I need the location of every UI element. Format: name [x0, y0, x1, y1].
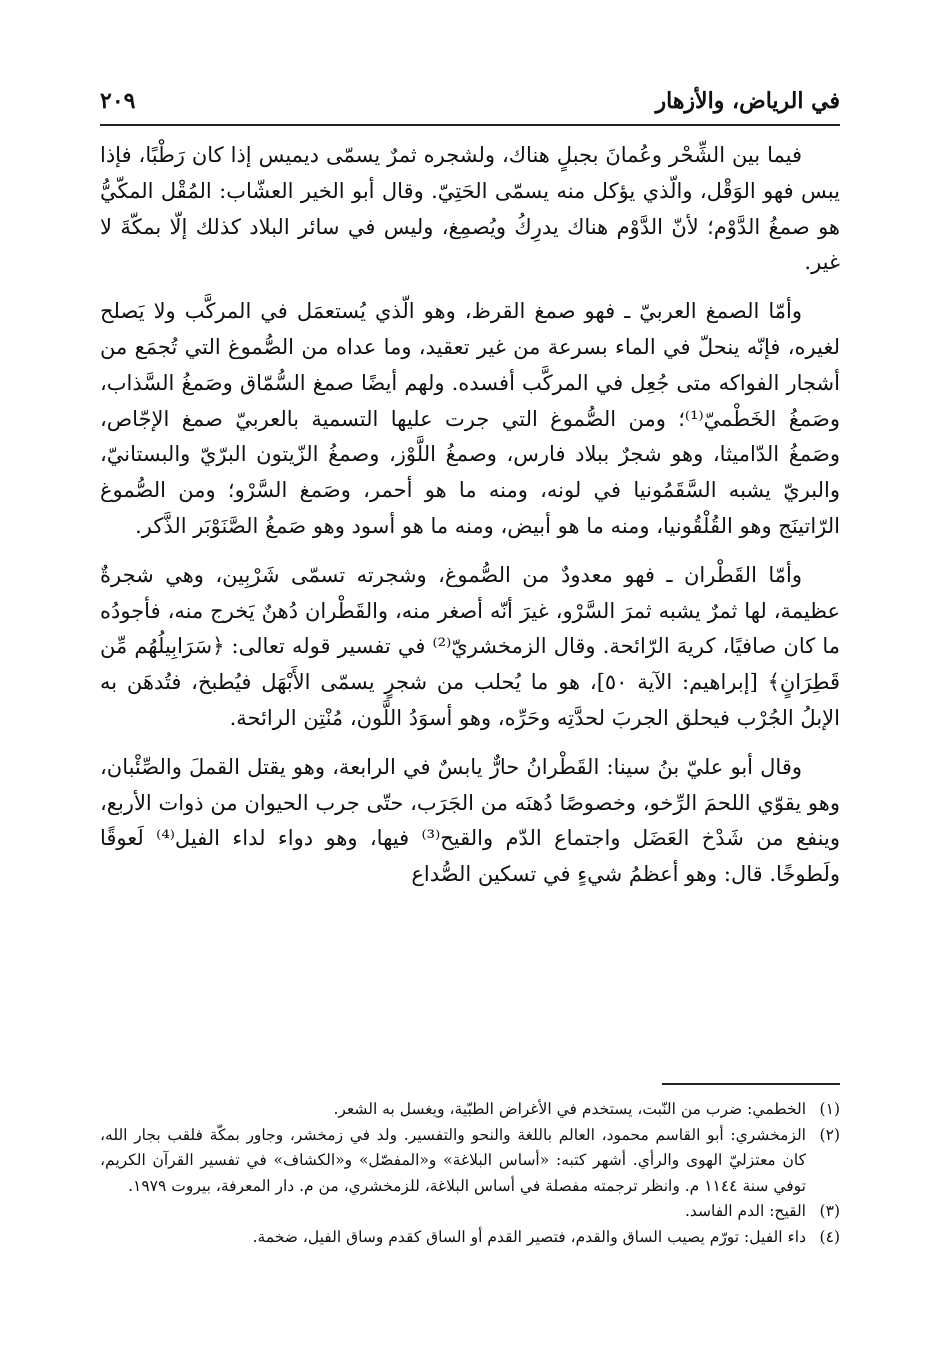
footnote-text: داء الفيل: تورّم يصيب الساق والقدم، فتصير القدم أو الساق كقدم وساق الفيل، ضخمة.	[252, 1227, 806, 1246]
footnote-number: (٢)	[819, 1125, 840, 1144]
footnote	[100, 1123, 840, 1200]
footnote-text: الخطمي: ضرب من النّبت، يستخدم في الأغراض الطبّية، ويغسل به الشعر.	[333, 1100, 806, 1118]
running-header	[100, 82, 840, 126]
footnote-separator	[662, 1083, 840, 1085]
footnote-number: (١)	[819, 1100, 840, 1118]
footnote-text: القيح: الدم الفاسد.	[684, 1202, 806, 1221]
paragraph: وأمّا الصمغ العربيّ ـ فهو صمغ القرظ، وهو الّذي يُستعمَل في المركَّب ولا يَصلح لغيره، فإنّه ينحلّ في الماء بسرعة من غير تعقيد، وما عداه من الصُّموغ التي تُجمَع من أشجار الفواكه متى جُعِل في المركَّب أفسده. ولهم أيضًا صمغ السُّمّاق وصَمغُ السَّذاب، وصَمغُ الخَطْميّ⁽¹⁾؛ ومن الصُّموغ التي جرت عليها التسمية بالعربيّ صمغ الإجّاص، وصَمغُ الدّاميثا، وهو شجرٌ ببلاد فارس، وصمغُ اللَّوْز، وصمغُ الزّيتون البرّيّ والبستانيّ، والبريّ يشبه السَّقَمُونيا في لونه، ومنه ما هو أحمر، وصَمغ السَّرْو؛ ومن الصُّموغ الرّاتينَج وهو القُلْقُونيا، ومنه ما هو أبيض، ومنه ما هو أسود وهو صَمغُ الصَّنَوْبَر الذَّكر.	[100, 299, 840, 538]
footnote-text: الزمخشري: أبو القاسم محمود، العالم باللغة والنحو والتفسير. ولد في زمخشر، وجاور بمكّة فلقب بجار الله، كان معتزليّ الهوى والرأي. أشهر كتبه: «أساس البلاغة» و«المفصّل» و«الكشاف» في تفسير القرآن الكريم، توفي سنة ١١٤٤ م. وانظر ترجمته مفصلة في أساس البلاغة، للزمخشري، من م. دار المعرفة، بيروت ١٩٧٩.	[100, 1125, 806, 1195]
footnote	[100, 1225, 840, 1251]
page-number: ٢٠٩	[100, 88, 136, 114]
paragraph: وأمّا القَطْران ـ فهو معدودٌ من الصُّموغ، وشجرته تسمّى شَرْبِين، وهي شجرةٌ عظيمة، لها ثمرٌ يشبه ثمرَ السَّرْو، غيرَ أنّه أصغر منه، والقَطْران دُهنٌ يَخرج منه، فأجودُه ما كان صافيًا، كريهَ الرّائحة. وقال الزمخشريّ⁽²⁾ في تفسير قوله تعالى: ﴿سَرَابِيلُهُم مِّن قَطِرَانٍ﴾ [إبراهيم: الآية ٥٠]، هو ما يُحلب من شجرٍ يسمّى الأَبْهَل فيُطبخ، فتُدهَن به الإبلُ الجُرْب فيحلق الجربَ لحدَّتِه وحَرِّه، وهو أسوَدُ اللَّون، مُنْتِن الرائحة.	[100, 562, 840, 730]
paragraph: وقال أبو عليّ بنُ سينا: القَطْرانُ حارٌّ يابسٌ في الرابعة، وهو يقتل القملَ والصِّئْبان، وهو يقوّي اللحمَ الرِّخو، وخصوصًا دُهنَه من الجَرَب، حتّى جرب الحيوان من ذوات الأربع، وينفع من شَدْخ العَضَل واجتماع الدّم والقيح⁽³⁾ فيها، وهو دواء لداء الفيل⁽⁴⁾ لَعوقًا ولَطوخًا. قال: وهو أعظمُ شيءٍ في تسكين الصُّداع	[100, 754, 840, 887]
running-title: في الرياض، والأزهار	[655, 88, 840, 114]
footnote-number: (٤)	[819, 1227, 840, 1246]
footnote	[100, 1199, 840, 1225]
paragraph: فيما بين الشِّحْر وعُمانَ بجبلٍ هناك، ولشجره ثمرٌ يسمّى ديميس إذا كان رَطْبًا، فإذا يبس فهو الوَقْل، والّذي يؤكل منه يسمّى الحَتِيّ. وقال أبو الخير العشّاب: المُقْل المكّيُّ هو صمغُ الدَّوْم؛ لأنّ الدَّوْم هناك يدرِكُ ويُصمِغ، وليس في سائر البلاد كذلك إلّا بمكّةَ لا غير.	[100, 143, 840, 275]
footnotes	[100, 1097, 840, 1251]
footnote	[100, 1097, 840, 1123]
main-text	[100, 138, 840, 906]
footnote-number: (٣)	[819, 1202, 840, 1221]
